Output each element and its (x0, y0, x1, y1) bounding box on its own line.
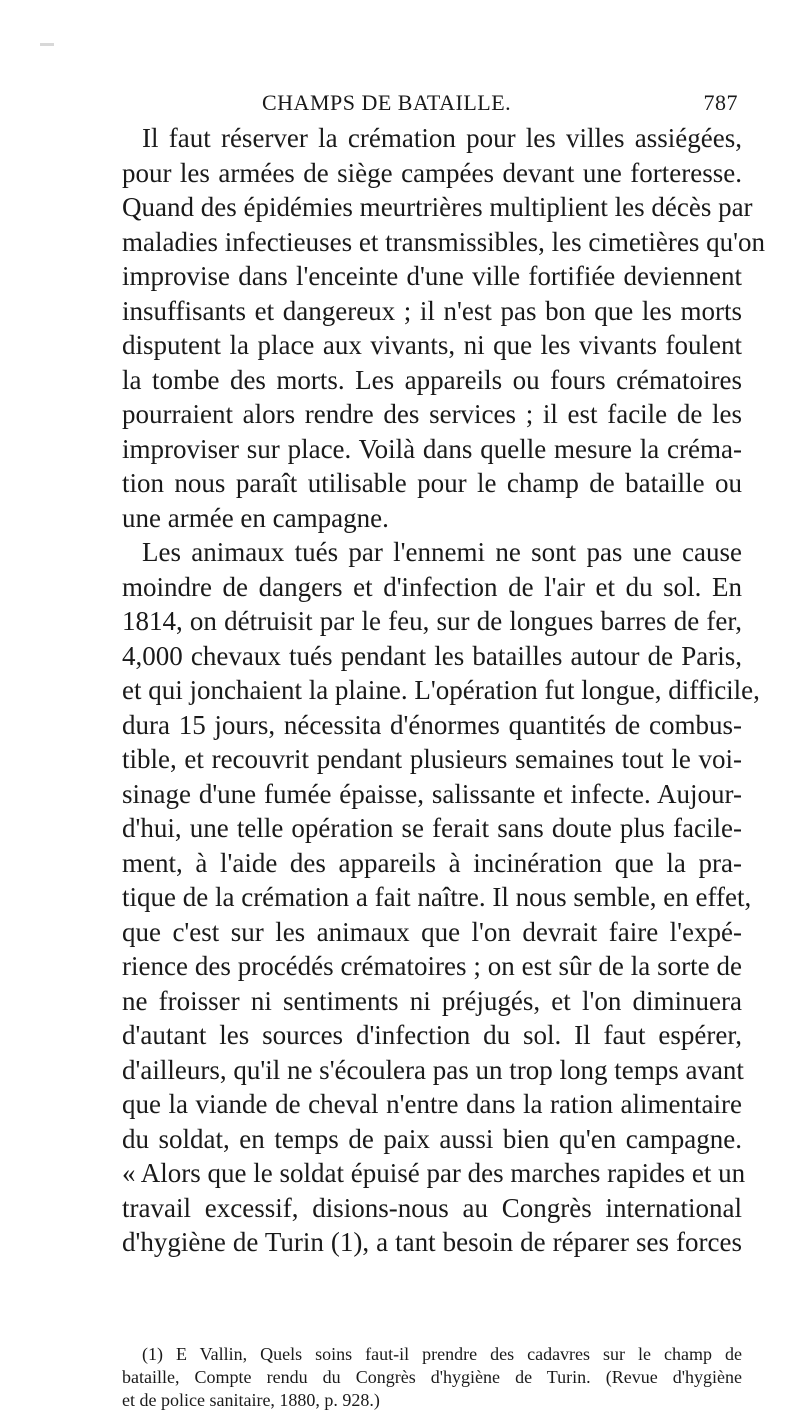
text-line: pourraient alors rendre des services ; il est facile de les (122, 399, 742, 429)
footnote (122, 1343, 742, 1412)
text-line: travail excessif, disions-nous au Congrès international (122, 1192, 742, 1223)
text-line: et qui jonchaient la plaine. L'opération fut longue, difficile, (122, 675, 760, 705)
text-line: d'autant les sources d'infection du sol. Il faut espérer, (122, 1020, 742, 1050)
text-line: 4,000 chevaux tués pendant les batailles autour de Paris, (122, 640, 742, 671)
text-line: une armée en campagne. (122, 502, 389, 533)
text-line: Il faut réserver la crémation pour les villes assiégées, (142, 123, 742, 153)
text-line: Quand des épidémies meurtrières multiplient les décès par (122, 192, 753, 222)
text-line: rience des procédés crématoires ; on est sûr de la sorte de (122, 951, 742, 981)
scan-artifact (40, 43, 54, 46)
text-line: la tombe des morts. Les appareils ou fours crématoires (122, 364, 742, 395)
text-line: tion nous paraît utilisable pour le champ de bataille ou (122, 468, 742, 498)
text-line: du soldat, en temps de paix aussi bien qu'en campagne. (122, 1123, 742, 1154)
text-line: d'ailleurs, qu'il ne s'écoulera pas un trop long temps avant (122, 1054, 744, 1085)
text-line: pour les armées de siège campées devant une forteresse. (122, 157, 742, 188)
running-title: CHAMPS DE BATAILLE. (262, 90, 512, 115)
text-line: ne froisser ni sentiments ni préjugés, et l'on diminuera (122, 985, 742, 1016)
text-line: insuffisants et dangereux ; il n'est pas bon que les morts (122, 295, 742, 326)
text-line: d'hui, une telle opération se ferait sans doute plus facile- (122, 813, 742, 843)
footnote-line: (1) E Vallin, Quels soins faut-il prendre des cadavres sur le champ de (142, 1344, 742, 1364)
text-line: sinage d'une fumée épaisse, salissante et infecte. Aujour- (122, 778, 742, 809)
text-line: tique de la crémation a fait naître. Il nous semble, en effet, (122, 882, 752, 912)
text-line: disputent la place aux vivants, ni que les vivants foulent (122, 330, 742, 360)
text-line: ment, à l'aide des appareils à incinération que la pra- (122, 847, 742, 878)
footnote-line: et de police sanitaire, 1880, p. 928.) (122, 1390, 380, 1410)
text-line: improviser sur place. Voilà dans quelle mesure la créma- (122, 433, 742, 464)
text-line: d'hygiène de Turin (1), a tant besoin de réparer ses forces (122, 1227, 742, 1257)
text-line: maladies infectieuses et transmissibles, les cimetières qu'on (122, 226, 765, 257)
text-line: que c'est sur les animaux que l'on devrait faire l'expé- (122, 916, 742, 947)
text-line: tible, et recouvrit pendant plusieurs semaines tout le voi- (122, 744, 742, 774)
body-text (122, 121, 765, 1260)
text-line: moindre de dangers et d'infection de l'air et du sol. En (122, 571, 742, 602)
text-line: 1814, on détruisit par le feu, sur de longues barres de fer, (122, 606, 742, 636)
text-line: « Alors que le soldat épuisé par des marches rapides et un (122, 1158, 746, 1188)
text-line: que la viande de cheval n'entre dans la ration alimentaire (122, 1089, 742, 1119)
text-line: improvise dans l'enceinte d'une ville fortifiée deviennent (122, 261, 742, 291)
text-line: dura 15 jours, nécessita d'énormes quantités de combus- (122, 709, 742, 740)
page-number: 787 (703, 90, 738, 115)
text-line: Les animaux tués par l'ennemi ne sont pas une cause (142, 537, 742, 567)
footnote-line: bataille, Compte rendu du Congrès d'hygiène de Turin. (Revue d'hygiène (122, 1367, 742, 1387)
running-header (262, 90, 738, 116)
